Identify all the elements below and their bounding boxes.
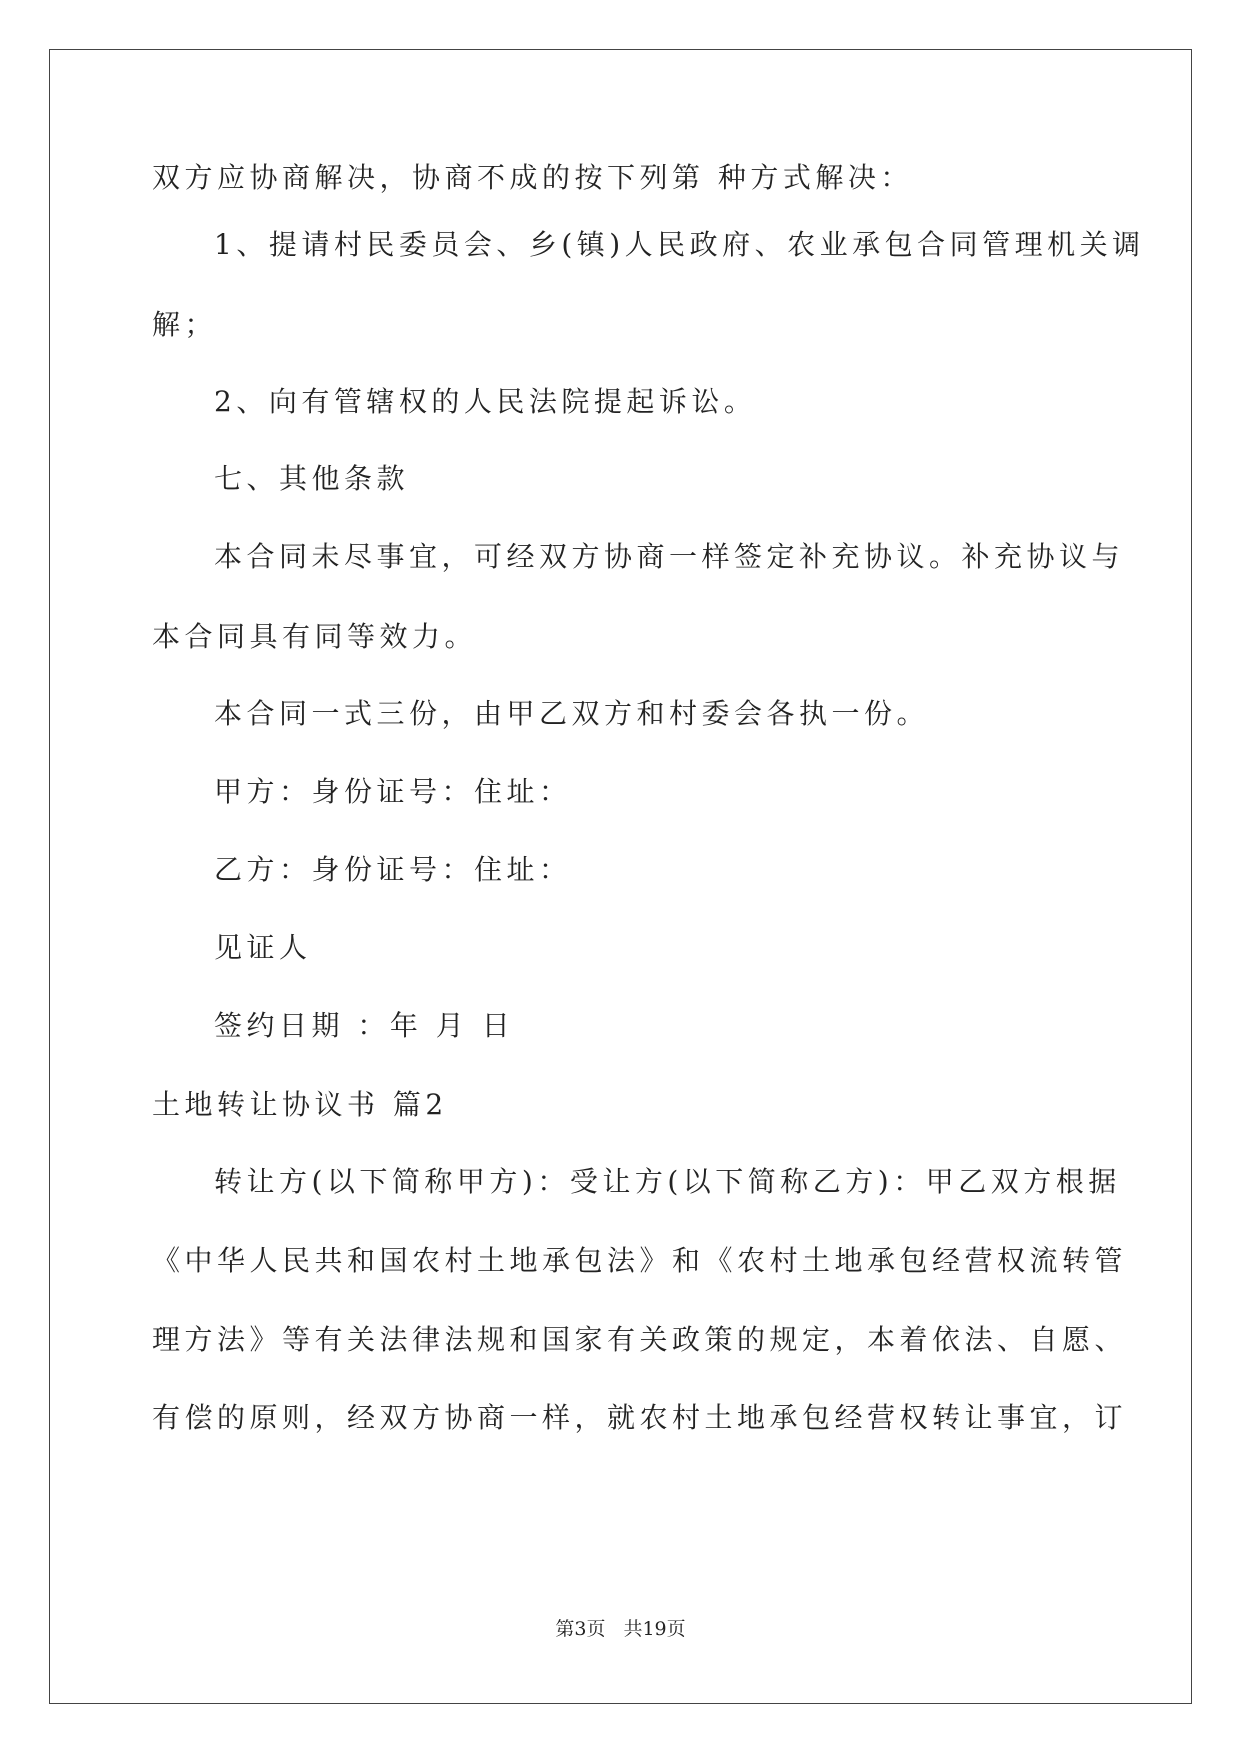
text-line: 1、提请村民委员会、乡(镇)人民政府、农业承包合同管理机关调 xyxy=(214,228,1145,261)
text-line: 理方法》等有关法律法规和国家有关政策的规定，本着依法、自愿、 xyxy=(152,1323,1128,1356)
page-total: 共19页 xyxy=(623,1618,686,1640)
party-a-line: 甲方：身份证号：住址： xyxy=(214,775,572,808)
text-line: 双方应协商解决，协商不成的按下列第 种方式解决： xyxy=(152,161,913,194)
text-line: 有偿的原则，经双方协商一样，就农村土地承包经营权转让事宜，订 xyxy=(152,1401,1128,1434)
text-line: 转让方(以下简称甲方)：受让方(以下简称乙方)：甲乙双方根据 xyxy=(214,1165,1121,1198)
section-heading: 七、其他条款 xyxy=(214,462,410,495)
text-line: 2、向有管辖权的人民法院提起诉讼。 xyxy=(214,385,757,418)
text-line: 本合同一式三份，由甲乙双方和村委会各执一份。 xyxy=(214,697,930,730)
text-line: 本合同未尽事宜，可经双方协商一样签定补充协议。补充协议与 xyxy=(214,540,1125,573)
text-line: 解； xyxy=(152,308,218,341)
text-line: 《中华人民共和国农村土地承包法》和《农村土地承包经营权流转管 xyxy=(152,1244,1128,1277)
signing-date-line: 签约日期 ：年 月 日 xyxy=(214,1009,515,1042)
party-b-line: 乙方：身份证号：住址： xyxy=(214,853,572,886)
page-footer xyxy=(0,1617,1241,1641)
article-title: 土地转让协议书 篇2 xyxy=(152,1088,448,1121)
text-line: 本合同具有同等效力。 xyxy=(152,620,478,653)
witness-line: 见证人 xyxy=(214,931,312,964)
page-number: 第3页 xyxy=(555,1618,606,1640)
